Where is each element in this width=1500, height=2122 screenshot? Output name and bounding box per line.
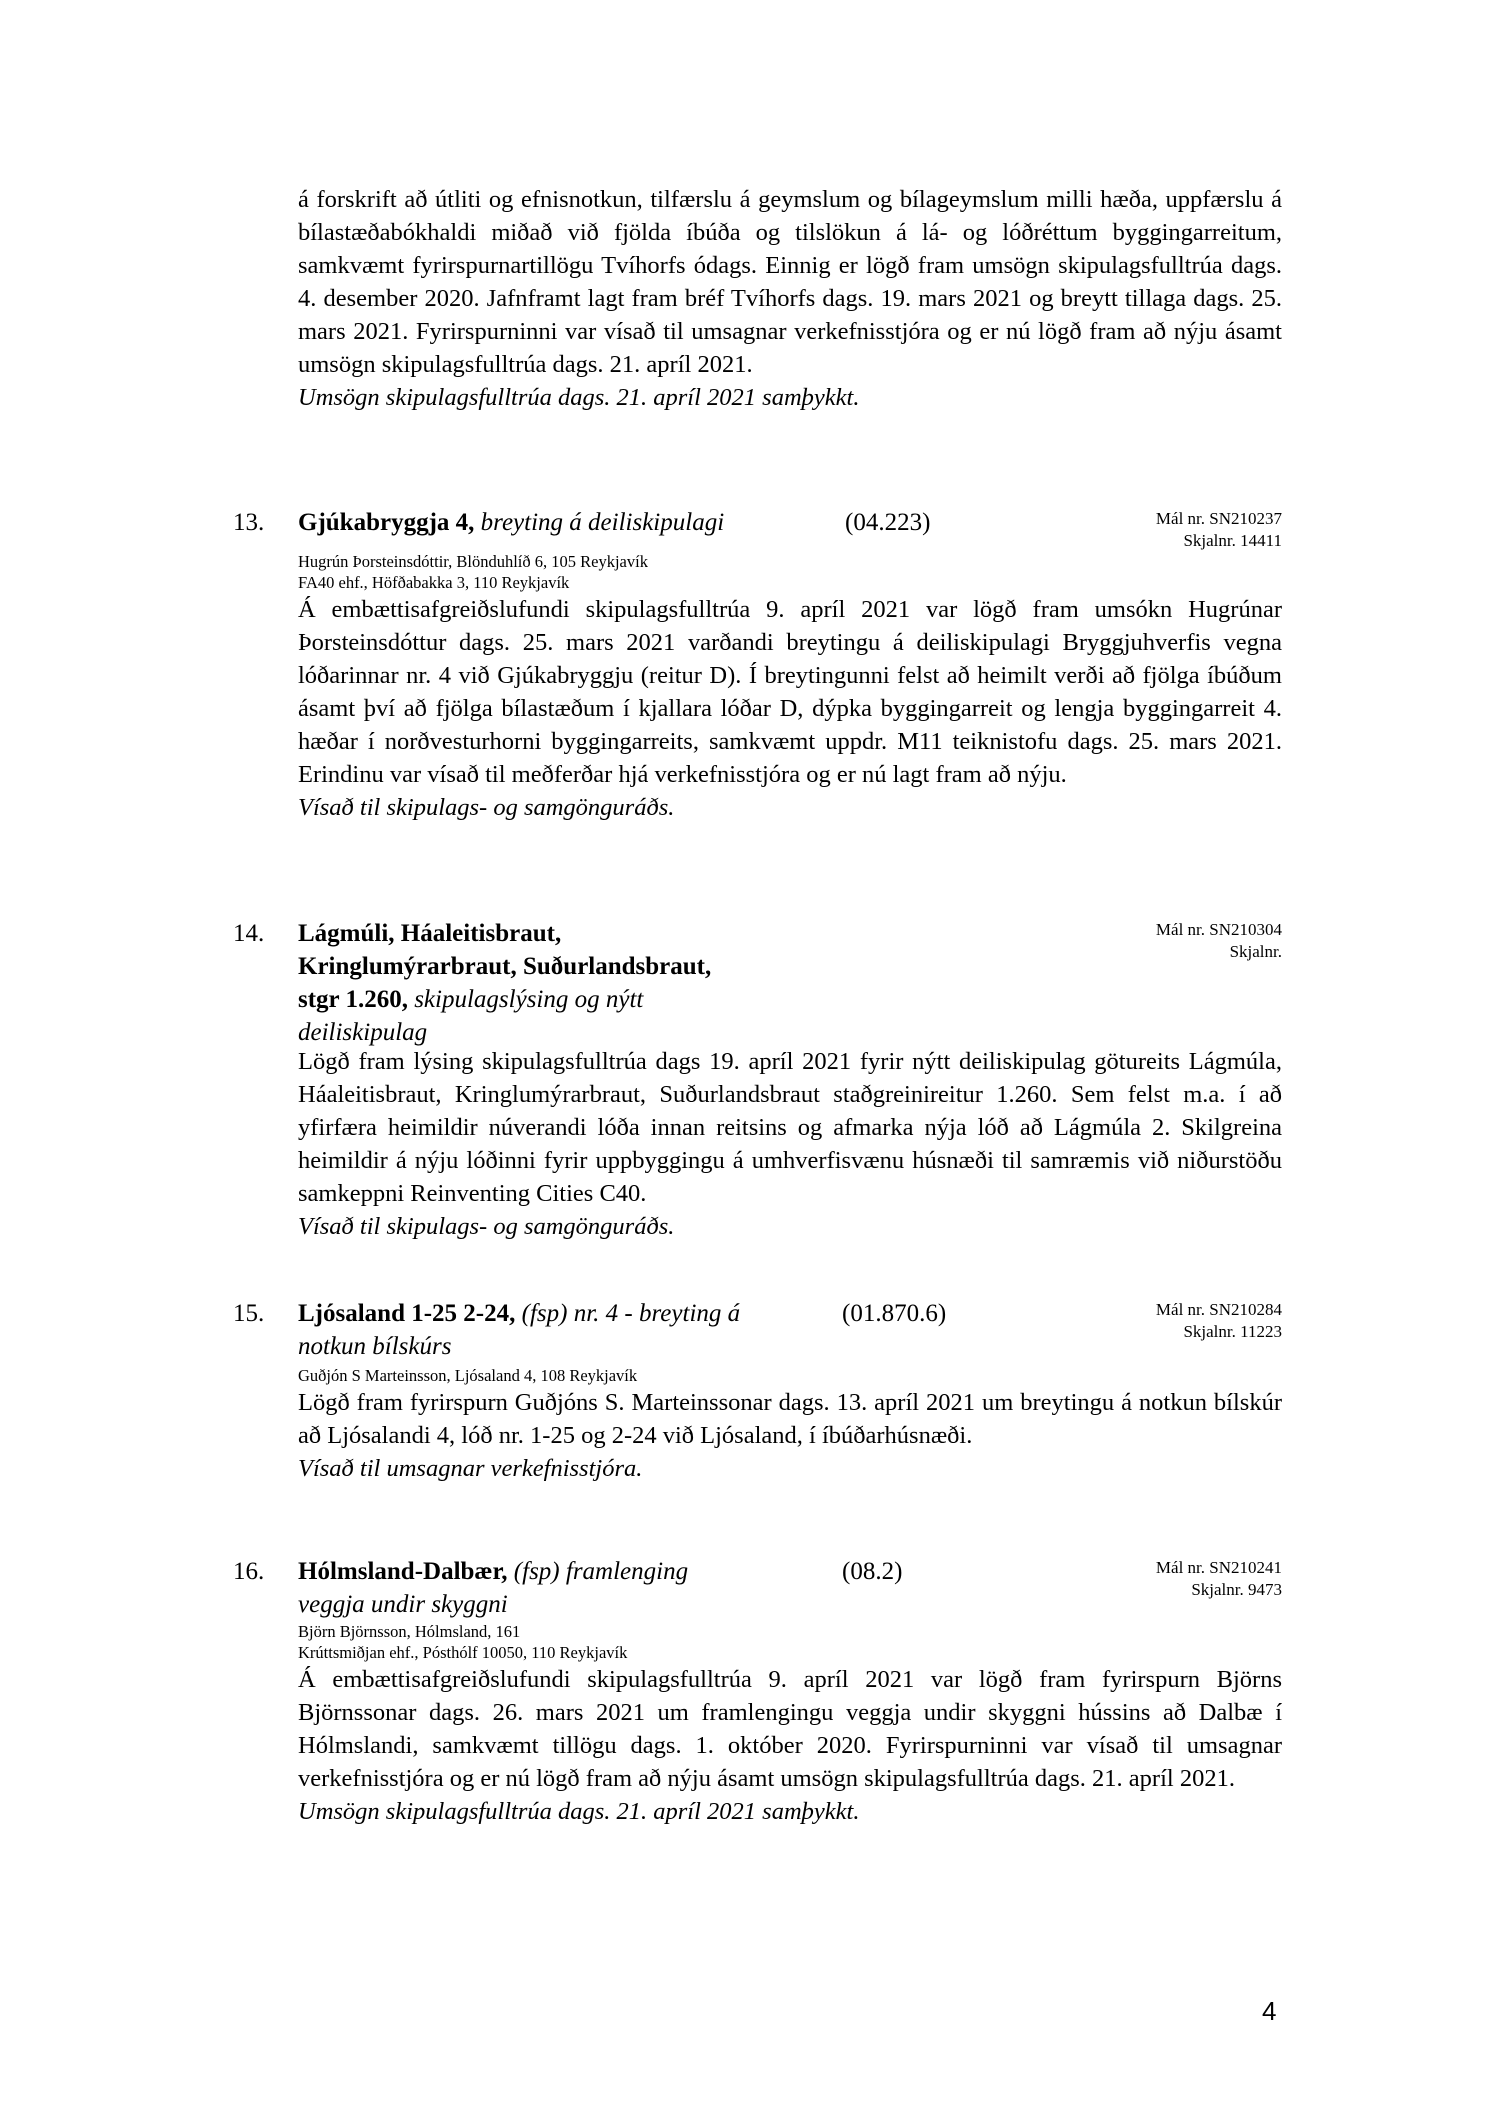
party: Hugrún Þorsteinsdóttir, Blönduhlíð 6, 105 Reykjavík	[298, 552, 648, 571]
party-list	[298, 1621, 1282, 1663]
party-list	[298, 551, 1282, 593]
item-code: (04.223)	[845, 509, 931, 536]
item-body: Á embættisafgreiðslufundi skipulagsfulltrúa 9. apríl 2021 var lögð fram fyrirspurn Björns Björnssonar dags. 26. mars 2021 um framlengingu veggja undir skyggni hússins að Dalbæ í Hólmslandi, samkvæmt tillögu dags. 1. október 2020. Fyrirspurninni var vísað til umsagnar verkefnisstjóra og er nú lögð fram að nýju ásamt umsögn skipulagsfulltrúa dags. 21. apríl 2021.	[298, 1666, 1282, 1792]
intro-paragraph	[298, 183, 1282, 414]
item-code: (08.2)	[842, 1558, 903, 1585]
item-content	[298, 1621, 1282, 1828]
item-content	[298, 1045, 1282, 1243]
item-description: breyting á deiliskipulagi	[480, 509, 725, 536]
case-number: Mál nr. SN210237	[1155, 509, 1282, 528]
party: Guðjón S Marteinsson, Ljósaland 4, 108 Reykjavík	[298, 1366, 638, 1385]
item-meta	[1156, 1299, 1282, 1343]
item-number: 15.	[233, 1300, 265, 1327]
item-decision: Vísað til skipulags- og samgönguráðs.	[298, 794, 675, 821]
item-body: Lögð fram lýsing skipulagsfulltrúa dags 19. apríl 2021 fyrir nýtt deiliskipulag götureits Lágmúla, Háaleitisbraut, Kringlumýrarbraut, Suðurlandsbraut staðgreinireitur 1.260. Sem felst m.a. í að yfirfæra heimildir núverandi lóða innan reitsins og afmarka nýja lóð að Lágmúla 2. Skilgreina heimildir á nýju lóðinni fyrir uppbyggingu á umhverfisvænu húsnæði til samræmis við niðurstöðu samkeppni Reinventing Cities C40.	[298, 1048, 1282, 1207]
party: Björn Björnsson, Hólmsland, 161	[298, 1622, 521, 1641]
item-address: Gjúkabryggja 4,	[298, 509, 475, 536]
item-code: (01.870.6)	[842, 1300, 947, 1327]
item-content	[298, 551, 1282, 824]
item-description: notkun bílskúrs	[298, 1333, 452, 1360]
case-number: Mál nr. SN210284	[1155, 1300, 1282, 1319]
item-address-line: stgr 1.260,	[298, 986, 408, 1013]
item-decision: Vísað til umsagnar verkefnisstjóra.	[298, 1455, 643, 1482]
item-number: 13.	[233, 509, 265, 536]
skjal-number: Skjalnr. 11223	[1183, 1322, 1282, 1341]
item-meta	[1156, 508, 1282, 552]
case-number: Mál nr. SN210241	[1155, 1558, 1282, 1577]
item-description: (fsp) framlenging	[513, 1558, 689, 1585]
intro-text: á forskrift að útliti og efnisnotkun, tilfærslu á geymslum og bílageymslum milli hæða, uppfærslu á bílastæðabókhaldi miðað við fjölda íbúða og tilslökun á lá- og lóðréttum byggingarreitum, samkvæmt fyrirspurnartillögu Tvíhorfs ódags. Einnig er lögð fram umsögn skipulagsfulltrúa dags. 4. desember 2020. Jafnframt lagt fram bréf Tvíhorfs dags. 19. mars 2021 og breytt tillaga dags. 25. mars 2021. Fyrirspurninni var vísað til umsagnar verkefnisstjóra og er nú lögð fram að nýju ásamt umsögn skipulagsfulltrúa dags. 21. apríl 2021.	[298, 186, 1282, 378]
skjal-number: Skjalnr.	[1229, 942, 1282, 961]
item-body: Á embættisafgreiðslufundi skipulagsfulltrúa 9. apríl 2021 var lögð fram umsókn Hugrúnar Þorsteinsdóttur dags. 25. mars 2021 varðandi breytingu á deiliskipulagi Bryggjuhverfis vegna lóðarinnar nr. 4 við Gjúkabryggju (reitur D). Í breytingunni felst að heimilt verði að fjölga íbúðum ásamt því að fjölga bílastæðum í kjallara lóðar D, dýpka byggingarreit og lengja byggingarreit 4. hæðar í norðvesturhorni byggingarreits, samkvæmt uppdr. M11 teiknistofu dags. 25. mars 2021. Erindinu var vísað til meðferðar hjá verkefnisstjóra og er nú lagt fram að nýju.	[298, 596, 1282, 788]
intro-decision: Umsögn skipulagsfulltrúa dags. 21. apríl 2021 samþykkt.	[298, 384, 860, 411]
item-description: skipulagslýsing og nýtt	[414, 986, 644, 1013]
party: FA40 ehf., Höfðabakka 3, 110 Reykjavík	[298, 573, 570, 592]
item-number: 16.	[233, 1558, 265, 1585]
item-description: deiliskipulag	[298, 1019, 428, 1046]
item-decision: Vísað til skipulags- og samgönguráðs.	[298, 1213, 675, 1240]
item-heading	[298, 1297, 740, 1363]
item-address-line: Kringlumýrarbraut, Suðurlandsbraut,	[298, 953, 712, 980]
item-number: 14.	[233, 920, 265, 947]
item-meta	[1156, 919, 1282, 963]
item-description: veggja undir skyggni	[298, 1591, 508, 1618]
item-address: Hólmsland-Dalbær,	[298, 1558, 508, 1585]
case-number: Mál nr. SN210304	[1155, 920, 1282, 939]
skjal-number: Skjalnr. 9473	[1191, 1580, 1282, 1599]
item-heading	[298, 917, 711, 1049]
page-number: 4	[1262, 1996, 1277, 2026]
item-content	[298, 1365, 1282, 1485]
item-description: (fsp) nr. 4 - breyting á	[521, 1300, 741, 1327]
party-list	[298, 1365, 1282, 1386]
item-address-line: Lágmúli, Háaleitisbraut,	[298, 920, 562, 947]
item-decision: Umsögn skipulagsfulltrúa dags. 21. apríl 2021 samþykkt.	[298, 1798, 860, 1825]
party: Krúttsmiðjan ehf., Pósthólf 10050, 110 Reykjavík	[298, 1643, 628, 1662]
item-body: Lögð fram fyrirspurn Guðjóns S. Marteinssonar dags. 13. apríl 2021 um breytingu á notkun bílskúr að Ljósalandi 4, lóð nr. 1-25 og 2-24 við Ljósaland, í íbúðarhúsnæði.	[298, 1389, 1282, 1449]
item-heading	[298, 1555, 688, 1621]
item-address: Ljósaland 1-25 2-24,	[298, 1300, 516, 1327]
item-meta	[1156, 1557, 1282, 1601]
item-heading	[298, 506, 724, 539]
skjal-number: Skjalnr. 14411	[1183, 531, 1282, 550]
